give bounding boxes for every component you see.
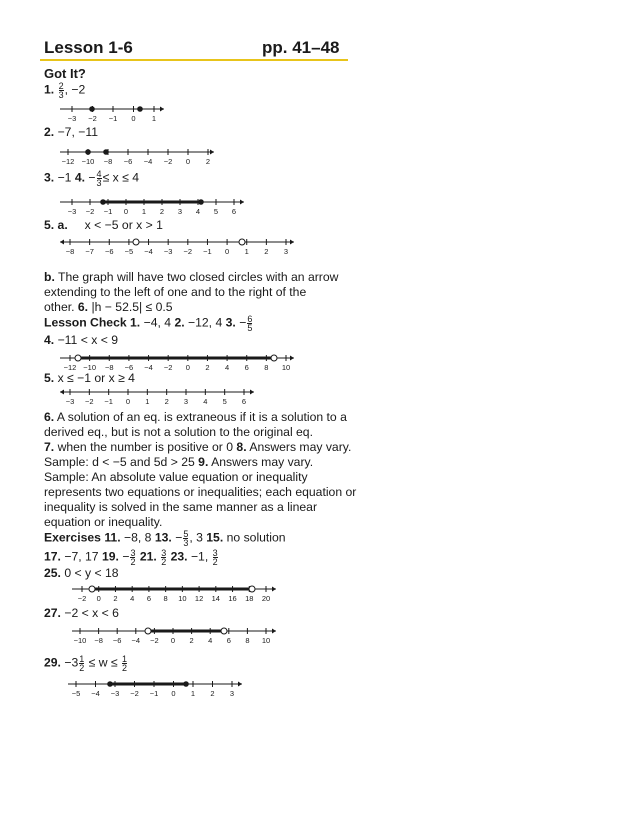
number-line-5 (58, 352, 298, 372)
tick-label: −7 (85, 247, 94, 256)
tick-label: 1 (190, 689, 196, 698)
answer-text: − (175, 530, 183, 545)
answer-text: −8, 8 (124, 530, 152, 545)
answer-text: x ≤ −1 or x ≥ 4 (57, 371, 135, 385)
tick-label: −1 (104, 397, 113, 406)
answer-number: 23. (170, 549, 188, 564)
answer-number: 5. (44, 371, 55, 385)
answer-number: 21. (139, 549, 157, 564)
tick-label: 1 (244, 247, 249, 256)
check-6-line2: derived eq., but is not a solution to the original eq. (44, 425, 313, 439)
check-4 (44, 333, 118, 348)
answer-number: 3. (225, 315, 236, 330)
answer-text: −12, 4 (188, 315, 223, 330)
number-line-7 (70, 583, 280, 603)
answer-1 (44, 82, 85, 99)
answer-text: − (88, 170, 96, 185)
check-7-8 (44, 440, 351, 455)
numerator: 4 (96, 169, 102, 179)
tick-label: 1 (151, 114, 157, 123)
answer-number: b. (44, 270, 55, 284)
tick-label: −1 (103, 207, 113, 216)
tick-label: 4 (203, 397, 208, 406)
tick-label: −8 (104, 363, 114, 372)
numerator: 1 (79, 654, 85, 664)
answer-text: −7, −11 (57, 125, 98, 139)
fraction (183, 530, 188, 547)
tick-label: 6 (226, 636, 231, 645)
answer-3-4 (44, 170, 139, 187)
tick-label: 0 (123, 207, 129, 216)
tick-label: −10 (83, 363, 97, 372)
answer-number: 8. (236, 440, 247, 454)
tick-label: −3 (163, 247, 173, 256)
answer-number: 6. (44, 410, 55, 424)
tick-label: −10 (73, 636, 87, 645)
lesson-title: Lesson 1-6 (44, 38, 133, 57)
check-8-9 (44, 455, 313, 470)
answer-number: 1. (44, 82, 55, 97)
answer-number: 29. (44, 655, 61, 670)
tick-label: 0 (185, 157, 191, 166)
answer-text: −1 (57, 170, 72, 185)
tick-label: 2 (189, 636, 194, 645)
denominator: 3 (183, 538, 189, 548)
tick-label: 0 (131, 114, 136, 123)
tick-label: 1 (141, 207, 147, 216)
tick-label: 20 (261, 594, 271, 603)
tick-label: −2 (163, 157, 173, 166)
denominator: 3 (58, 90, 64, 100)
closed-point (198, 199, 204, 205)
tick-label: −2 (88, 114, 97, 123)
answer-6 (44, 300, 173, 315)
closed-point (89, 106, 95, 112)
exercise-25 (44, 566, 119, 581)
answer-text: ≤ x ≤ 4 (102, 170, 139, 185)
check-9-line2: Sample: An absolute value equation or inequality (44, 470, 308, 484)
exercises-line-1 (44, 530, 286, 547)
tick-label: 10 (178, 594, 187, 603)
tick-label: 2 (264, 247, 269, 256)
numerator: 3 (161, 548, 167, 558)
closed-point (183, 681, 189, 687)
answer-text: −7, 17 (64, 549, 99, 564)
answer-number: 2. (44, 125, 55, 139)
answer-number: 6. (77, 300, 89, 314)
tick-label: 1 (145, 397, 150, 406)
answer-text: −2 < x < 6 (64, 606, 119, 620)
tick-label: −10 (81, 157, 95, 166)
tick-label: 5 (213, 207, 219, 216)
tick-label: −12 (63, 363, 77, 372)
answer-number: 9. (198, 455, 209, 469)
answer-number: 7. (44, 440, 55, 454)
tick-label: −6 (124, 363, 134, 372)
fraction (247, 315, 252, 332)
tick-label: 0 (96, 594, 101, 603)
answer-text: |h − 52.5| ≤ 0.5 (91, 300, 173, 314)
tick-label: −8 (103, 157, 113, 166)
answer-text: The graph will have two closed circles with an arrow (58, 270, 339, 284)
denominator: 5 (247, 323, 253, 333)
denominator: 3 (96, 178, 102, 188)
answer-text: A solution of an eq. is extraneous if it is a solution to a (56, 410, 347, 424)
closed-point (103, 149, 109, 155)
tick-label: −3 (65, 397, 75, 406)
numerator: 5 (183, 529, 189, 539)
tick-label: 6 (231, 207, 237, 216)
denominator: 2 (130, 557, 136, 567)
denominator: 2 (79, 663, 85, 673)
answer-text: − (239, 315, 247, 330)
fraction (122, 655, 127, 672)
page-range: pp. 41–48 (262, 38, 340, 57)
open-point (75, 355, 81, 361)
tick-label: −1 (108, 114, 118, 123)
fraction (161, 549, 166, 566)
denominator: 2 (212, 557, 218, 567)
tick-label: 0 (225, 247, 230, 256)
tick-label: 8 (245, 636, 250, 645)
tick-label: 16 (228, 594, 237, 603)
tick-label: −4 (144, 363, 153, 372)
open-point (239, 239, 245, 245)
tick-label: −4 (91, 689, 100, 698)
tick-label: 3 (183, 397, 189, 406)
open-point (271, 355, 277, 361)
numerator: 6 (247, 314, 253, 324)
tick-label: 2 (210, 689, 215, 698)
answer-2 (44, 125, 98, 140)
tick-label: −2 (85, 207, 95, 216)
numerator: 2 (58, 81, 64, 91)
tick-label: 3 (283, 247, 289, 256)
tick-label: −8 (65, 247, 75, 256)
tick-label: 2 (164, 397, 169, 406)
number-line-4 (58, 236, 298, 256)
answer-number: 25. (44, 566, 61, 580)
answer-number: 19. (101, 549, 119, 564)
number-line-1 (58, 103, 168, 123)
answer-text: Answers may vary. (249, 440, 352, 454)
check-9-line3: represents two equations or inequalities; each equation or (44, 485, 357, 499)
tick-label: −4 (131, 636, 141, 645)
tick-label: 6 (146, 594, 151, 603)
number-line-9 (66, 678, 246, 698)
tick-label: −6 (104, 247, 114, 256)
got-it-title: Got It? (44, 66, 86, 81)
tick-label: 6 (244, 363, 249, 372)
tick-label: −6 (123, 157, 133, 166)
answer-text: − (122, 549, 130, 564)
denominator: 2 (161, 557, 167, 567)
answer-number: 11. (104, 530, 121, 545)
closed-point (137, 106, 143, 112)
numerator: 3 (130, 548, 136, 558)
fraction (213, 549, 218, 566)
tick-label: −1 (149, 689, 159, 698)
answer-text: when the number is positive or 0 (57, 440, 234, 454)
tick-label: 4 (130, 594, 135, 603)
tick-label: 0 (185, 363, 190, 372)
tick-label: 2 (205, 157, 211, 166)
answer-5a (44, 218, 163, 233)
answer-number: 5. a. (44, 218, 68, 232)
tick-label: 14 (211, 594, 220, 603)
open-point (89, 586, 95, 592)
tick-label: 2 (159, 207, 165, 216)
tick-label: −1 (203, 247, 212, 256)
answer-text: 0 < y < 18 (64, 566, 119, 580)
answer-text: ≤ w ≤ (88, 655, 118, 670)
tick-label: 8 (264, 363, 269, 372)
open-point (145, 628, 151, 634)
closed-point (85, 149, 91, 155)
tick-label: −8 (94, 636, 103, 645)
tick-label: 0 (171, 689, 176, 698)
tick-label: −2 (183, 247, 193, 256)
tick-label: −2 (150, 636, 159, 645)
answer-text: x < −5 or x > 1 (84, 218, 163, 232)
denominator: 2 (122, 663, 128, 673)
tick-label: 12 (194, 594, 204, 603)
tick-label: 3 (229, 689, 235, 698)
check-5 (44, 371, 135, 386)
number-line-3 (58, 196, 248, 216)
answer-number: 2. (174, 315, 185, 330)
open-point (221, 628, 227, 634)
fraction (130, 549, 135, 566)
tick-label: −12 (61, 157, 75, 166)
closed-point (107, 681, 113, 687)
tick-label: 0 (125, 397, 131, 406)
tick-label: 4 (225, 363, 230, 372)
tick-label: 4 (195, 207, 201, 216)
answer-text: −11 < x < 9 (57, 333, 118, 347)
exercise-27 (44, 606, 119, 621)
answer-text: other. (44, 300, 75, 314)
answer-number: 4. (74, 170, 86, 185)
tick-label: −3 (67, 114, 77, 123)
answer-number: 3. (44, 170, 55, 185)
tick-label: 5 (222, 397, 227, 406)
answer-text: −3 (64, 655, 79, 670)
answer-text: −4, 4 (143, 315, 172, 330)
tick-label: −4 (143, 157, 153, 166)
tick-label: 4 (208, 636, 213, 645)
fraction (79, 655, 84, 672)
answer-5b-line2: extending to the left of one and to the right of the (44, 285, 307, 299)
tick-label: −2 (77, 594, 87, 603)
tick-label: 2 (113, 594, 118, 603)
numerator: 3 (212, 548, 218, 558)
tick-label: −2 (130, 689, 139, 698)
answer-5b (44, 270, 338, 285)
check-9-line5: equation or inequality. (44, 515, 163, 529)
answer-number: 13. (154, 530, 172, 545)
number-line-6 (58, 386, 258, 406)
tick-label: −3 (110, 689, 120, 698)
answer-number: 27. (44, 606, 61, 620)
lesson-check-line (44, 315, 253, 332)
check-9-line4: inequality is solved in the same manner as a linear (44, 500, 318, 514)
answer-text: Answers may vary. (211, 455, 314, 469)
answer-text: , −2 (64, 82, 86, 97)
tick-label: 6 (241, 397, 247, 406)
lesson-check-title: Lesson Check (44, 315, 127, 330)
open-point (249, 586, 255, 592)
tick-label: −4 (144, 247, 153, 256)
open-point (133, 239, 139, 245)
tick-label: 3 (177, 207, 183, 216)
tick-label: 10 (261, 636, 271, 645)
tick-label: −6 (112, 636, 122, 645)
exercise-29 (44, 655, 128, 672)
tick-label: 8 (163, 594, 168, 603)
number-line-2 (58, 146, 218, 166)
number-line-8 (70, 625, 280, 645)
numerator: 1 (122, 654, 128, 664)
check-6 (44, 410, 347, 425)
answer-text: Sample: d < −5 and 5d > 25 (44, 455, 195, 469)
answer-number: 1. (130, 315, 141, 330)
tick-label: 18 (245, 594, 254, 603)
tick-label: 0 (170, 636, 176, 645)
tick-label: −5 (124, 247, 134, 256)
answer-number: 4. (44, 333, 55, 347)
answer-text: , 3 (189, 530, 203, 545)
tick-label: −3 (67, 207, 77, 216)
header-rule (40, 59, 348, 61)
exercises-line-2 (44, 549, 219, 566)
closed-point (100, 199, 106, 205)
tick-label: −2 (85, 397, 94, 406)
tick-label: −5 (71, 689, 81, 698)
exercises-title: Exercises (44, 530, 101, 545)
answer-text: no solution (226, 530, 286, 545)
fraction (59, 82, 64, 99)
answer-text: −1, (190, 549, 209, 564)
tick-label: 10 (281, 363, 291, 372)
tick-label: 2 (205, 363, 210, 372)
fraction (97, 170, 102, 187)
tick-label: −2 (163, 363, 173, 372)
answer-number: 17. (44, 549, 61, 564)
answer-number: 15. (206, 530, 224, 545)
